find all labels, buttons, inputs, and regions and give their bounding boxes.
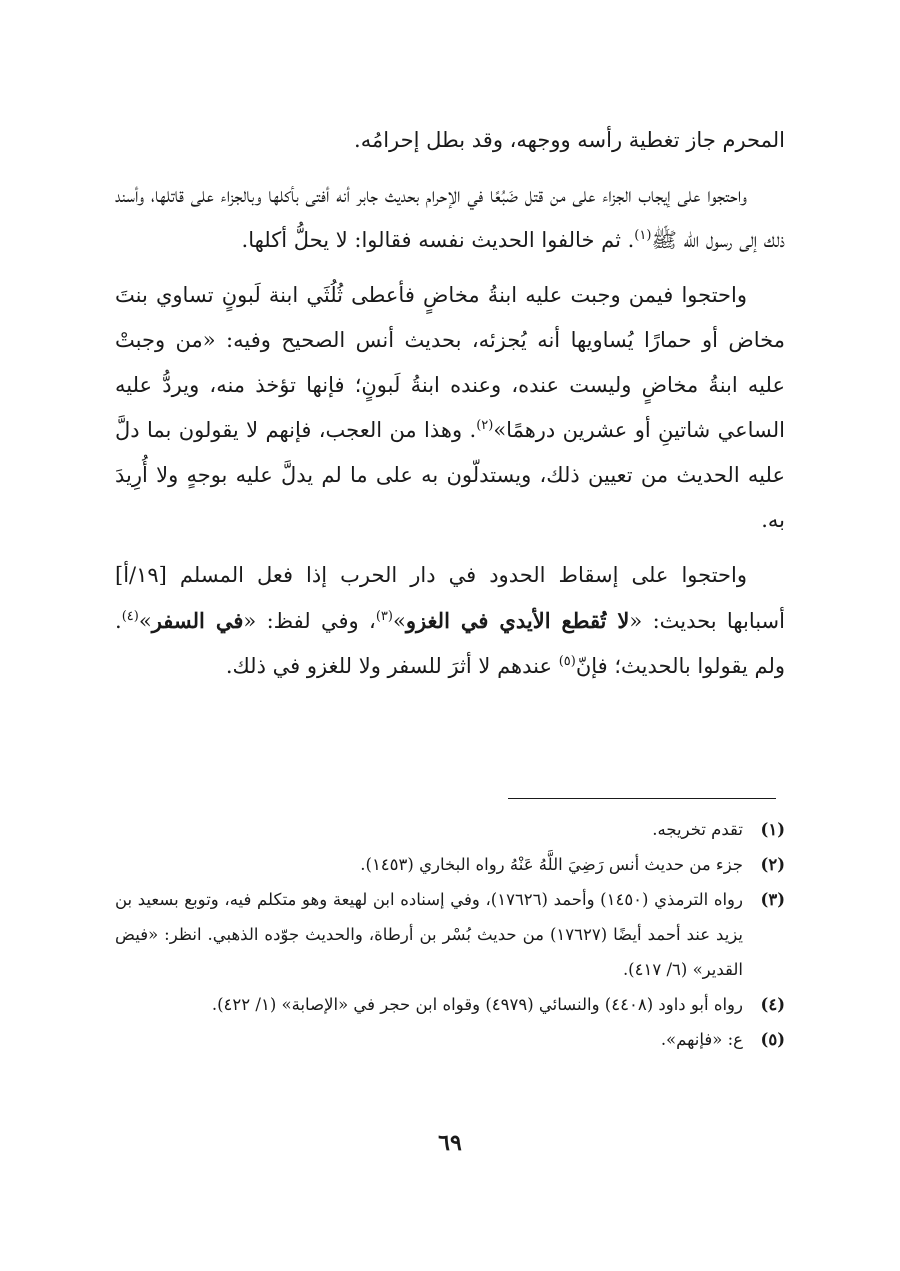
footnote-marker: (٤) [121, 609, 139, 624]
footnote-1 [115, 812, 785, 847]
footnote-text: ع: «فإنهم». [660, 1030, 743, 1049]
footnote-separator [508, 798, 776, 799]
footnote-number: (٣) [760, 890, 785, 909]
footnote-number: (١) [760, 820, 785, 839]
footnote-marker: (٥) [558, 654, 576, 669]
footnote-4 [115, 987, 785, 1022]
footnote-number: (٢) [760, 855, 785, 874]
text-run: . ثم خالفوا الحديث نفسه فقالوا: لا يحلُّ أكلها. [241, 228, 635, 252]
text-run: ، وفي لفظ: « [243, 609, 376, 633]
footnote-marker: (٣) [375, 609, 393, 624]
footnote-2 [115, 847, 785, 882]
footnote-text: رواه أبو داود (٤٤٠٨) والنسائي (٤٩٧٩) وقواه ابن حجر في «الإصابة» (١/ ٤٢٢). [211, 995, 743, 1014]
paragraph-1 [115, 173, 785, 263]
footnote-text: رواه الترمذي (١٤٥٠) وأحمد (١٧٦٢٦)، وفي إسناده ابن لهيعة وهو متكلم فيه، وتوبع بسعيد بن يزيد عند أحمد أيضًا (١٧٦٢٧) من حديث بُسْر بن أرطاة، والحديث جوّده الذهبي. انظر: «فيض القدير» (٦/ ٤١٧). [115, 890, 743, 979]
text-run: واحتجوا على إسقاط الحدود في دار الحرب إذا فعل المسلم [١٩/أ] أسبابها بحديث: « [115, 563, 785, 633]
hadith-quote: لا تُقطع الأيدي في الغزو [405, 608, 630, 633]
text-run: واحتجوا على إيجاب الجزاء على من قتل ضَبُعًا في الإحرام بحديث جابر أنه أفتى بأكلها وبالجزاء على قاتلها، وأسند ذلك إلى رسول الله ﷺ [115, 183, 785, 252]
text-run: . ولم يقولوا بالحديث؛ فإنّ [115, 609, 785, 678]
page-number: ٦٩ [438, 1130, 462, 1156]
footnote-3 [115, 882, 785, 987]
paragraph-2 [115, 273, 785, 543]
text-run: المحرم جاز تغطية رأسه ووجهه، وقد بطل إحرامُه. [354, 128, 785, 152]
footnote-5 [115, 1022, 785, 1057]
footnote-number: (٤) [760, 995, 785, 1014]
footnote-text: جزء من حديث أنس رَضِيَ اللَّهُ عَنْهُ رواه البخاري (١٤٥٣). [360, 855, 743, 874]
footnote-text: تقدم تخريجه. [652, 820, 743, 839]
text-run: » [138, 609, 152, 633]
paragraph-0 [115, 118, 785, 163]
hadith-quote: في السفر [151, 608, 244, 633]
main-text [115, 118, 785, 699]
footnote-number: (٥) [760, 1030, 785, 1049]
text-run: » [392, 609, 406, 633]
footnote-marker: (٢) [476, 418, 494, 433]
text-run: واحتجوا فيمن وجبت عليه ابنةُ مخاضٍ فأعطى ثُلُثَي ابنة لَبونٍ تساوي بنتَ مخاض أو حمارًا يُساويها أنه يُجزئه، بحديث أنس الصحيح وفيه: «من وجبتْ عليه ابنةُ مخاضٍ وليست عنده، وعنده ابنةُ لَبونٍ؛ فإنها تؤخذ منه، ويردُّ عليه الساعي شاتينِ أو عشرين درهمًا» [115, 283, 785, 442]
text-run: . وهذا من العجب، فإنهم لا يقولون بما دلَّ عليه الحديث من تعيين ذلك، ويستدلّون به على ما لم يدلَّ عليه بوجهٍ ولا أُرِيدَ به. [115, 418, 785, 532]
footnote-marker: (١) [634, 228, 652, 243]
footnotes [115, 812, 785, 1057]
text-run: عندهم لا أثرَ للسفر ولا للغزو في ذلك. [225, 654, 559, 678]
paragraph-3 [115, 553, 785, 689]
